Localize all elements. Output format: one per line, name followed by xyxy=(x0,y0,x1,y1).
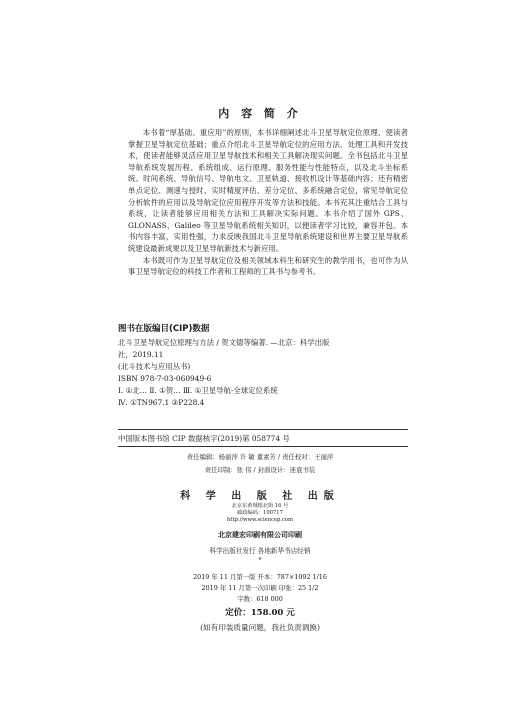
price: 定价：158.00 元 xyxy=(225,608,295,618)
publisher-address: 北京东黄城根北街 16 号 xyxy=(231,503,289,509)
cip-line: 北斗卫星导航定位原理与方法 / 贺文德等编著. —北京：科学出版 xyxy=(118,338,330,347)
printing-line: 2019 年 11 月第一次印刷 印张：25 1/2 xyxy=(201,584,319,592)
publisher-postcode: 邮政编码：100717 xyxy=(237,510,283,516)
cip-line: Ⅳ. ①TN967.1 ②P228.4 xyxy=(118,398,205,407)
cip-block xyxy=(118,337,408,409)
divider xyxy=(118,446,408,447)
summary-title: 内 容 简 介 xyxy=(218,107,302,120)
cip-line: Ⅰ. ①北… Ⅱ. ①贺… Ⅲ. ①卫星导航-全球定位系统 xyxy=(118,386,278,395)
summary-paragraph: 本书既可作为卫星导航定位及相关领域本科生和研究生的教学用书，也可作为从事卫星导航定位的科技工作者和工程师的工具书与参考书。 xyxy=(128,255,408,277)
separator-star: * xyxy=(258,557,262,564)
publisher-name: 科 学 出 版 社 出版 xyxy=(180,491,340,502)
production-credits: 责任印制：张 伟 / 封面设计：迷底书装 xyxy=(204,466,316,474)
cip-line: 社，2019.11 xyxy=(118,350,164,359)
wordcount-line: 字数：618 000 xyxy=(237,595,283,603)
cip-heading: 图书在版编目(CIP)数据 xyxy=(118,324,210,334)
cip-note: 中国版本图书馆 CIP 数据核字(2019)第 058774 号 xyxy=(118,434,290,443)
edition-line: 2019 年 11 月第一版 开本：787×1092 1/16 xyxy=(193,573,327,581)
quality-notice: (如有印装质量问题，我社负责调换) xyxy=(200,623,320,632)
editor-credits: 责任编辑：杨丽萍 许 敏 董素芳 / 责任校对：王丽萍 xyxy=(186,453,334,461)
distributor-line: 科学出版社发行 各地新华书店经销 xyxy=(209,547,311,555)
publisher-website: http://www.sciencep.com xyxy=(227,517,293,523)
summary-body xyxy=(128,127,408,278)
divider xyxy=(118,429,408,430)
cip-line: (北斗技术与应用丛书) xyxy=(118,362,191,371)
printer-line: 北京建宏印刷有限公司印刷 xyxy=(218,530,302,539)
cip-line: ISBN 978-7-03-060949-6 xyxy=(118,374,212,383)
summary-paragraph: 本书着“厚基础、重应用”的原则，本书详细阐述北斗卫星导航定位原理、使读者掌握卫星导航定位基础；重点介绍北斗卫星导航定位的应用方法、处理工具和开发技术，使读者能够灵活应用卫星导航技术和相关工具解决现实问题。全书包括北斗卫星导航系统发展历程、系统组成、运行原理、服务性能与性能特点，以及北斗坐标系统、时间系统、导航信号、导航电文、卫星轨道、接收机设计等基础内容；还有精密单点定位、测速与授时、实时精度评估、差分定位、多系统融合定位，常见导航定位分析软件的应用以及导航定位应用程序开发等方法和技能。本书充其注重结合工具与系统，让读者能够应用相关方法和工具解决实际问题。本书介绍了国外 GPS、GLONASS、Galileo 等卫星导航系统相关知识，以便读者学习比较，兼容并包。本书内容丰富，实用性强，力求反映我国北斗卫星导航系统建设和世界主要卫星导航系统建设最新成果以及卫星导航新技术与新应用。 xyxy=(128,128,408,253)
